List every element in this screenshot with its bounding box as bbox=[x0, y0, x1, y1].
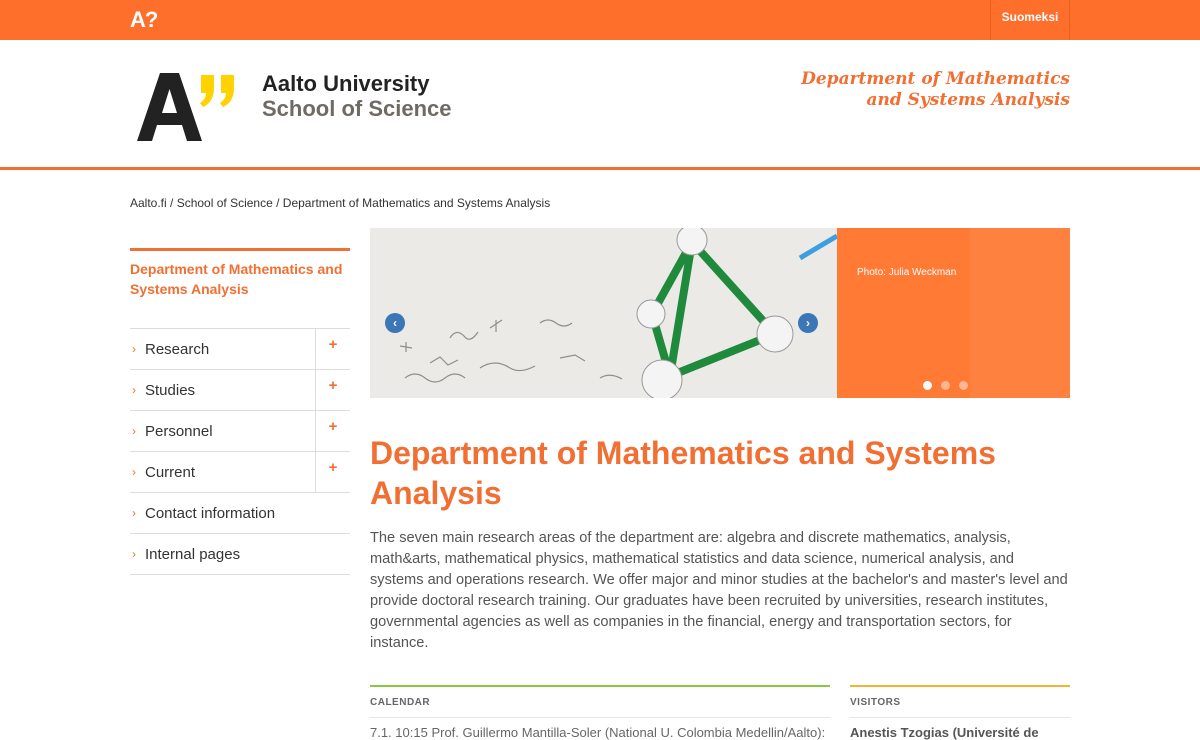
sidebar-item-label: Research bbox=[145, 341, 210, 358]
sidebar-item-label: Studies bbox=[145, 382, 196, 399]
calendar-heading: CALENDAR bbox=[370, 687, 830, 718]
photo-credit: Photo: Julia Weckman bbox=[857, 267, 957, 278]
visitors-heading: VISITORS bbox=[850, 687, 1070, 718]
slide-photo bbox=[370, 228, 837, 398]
sidebar-item-contact-information[interactable] bbox=[130, 493, 350, 534]
breadcrumb-aalto[interactable]: Aalto.fi bbox=[130, 196, 167, 210]
sidebar-item-label: Contact information bbox=[145, 505, 276, 522]
chevron-right-icon: › bbox=[132, 342, 136, 356]
slideshow-dots bbox=[923, 377, 977, 395]
sidebar-item-personnel[interactable] bbox=[130, 411, 350, 452]
geometric-model-photo-icon bbox=[370, 228, 837, 398]
calendar-entry[interactable]: 7.1. 10:15 Prof. Guillermo Mantilla-Soler (National U. Colombia Medellin/Aalto): bbox=[370, 725, 826, 740]
chevron-right-icon: › bbox=[132, 547, 136, 561]
visitor-entry[interactable]: Anestis Tzogias (Université de bbox=[850, 725, 1039, 740]
sidebar-item-label: Personnel bbox=[145, 423, 213, 440]
chevron-right-icon: › bbox=[132, 506, 136, 520]
breadcrumb-separator: / bbox=[166, 196, 177, 210]
sidebar-title[interactable]: Department of Mathematics and Systems Analysis bbox=[130, 261, 343, 297]
expand-plus-icon[interactable]: + bbox=[315, 452, 350, 492]
sidebar-menu bbox=[130, 328, 350, 575]
sidebar-item-label: Internal pages bbox=[145, 546, 241, 563]
chevron-right-icon: › bbox=[132, 383, 136, 397]
visitors-block bbox=[850, 685, 1070, 740]
aalto-logo-icon[interactable] bbox=[137, 73, 237, 141]
header-department-title[interactable] bbox=[801, 69, 1070, 111]
slideshow-next-button[interactable] bbox=[798, 313, 818, 333]
breadcrumb-school[interactable]: School of Science bbox=[176, 196, 273, 210]
site-header bbox=[0, 40, 1200, 170]
chevron-right-icon: › bbox=[132, 424, 136, 438]
expand-plus-icon[interactable]: + bbox=[315, 411, 350, 451]
top-bar bbox=[0, 0, 1200, 40]
sidebar-item-research[interactable] bbox=[130, 329, 350, 370]
breadcrumb bbox=[130, 196, 550, 210]
sidebar-item-internal-pages[interactable] bbox=[130, 534, 350, 575]
expand-plus-icon[interactable]: + bbox=[315, 370, 350, 410]
chevron-left-icon: ‹ bbox=[393, 316, 397, 330]
university-name[interactable]: Aalto University bbox=[262, 71, 430, 96]
intro-paragraph: The seven main research areas of the department are: algebra and discrete mathematics, analysis, math&arts, mathematical physics, mathematical statistics and data science, numerical analysis, and systems and operations research. We offer major and minor studies at the bachelor's and master's level and provide doctoral research training. Our graduates have been recruited by universities, research institutes, governmental agencies as well as companies in the financial, energy and transportation sectors, for instance. bbox=[370, 530, 1068, 651]
breadcrumb-department[interactable]: Department of Mathematics and Systems Analysis bbox=[282, 196, 551, 210]
calendar-block bbox=[370, 685, 830, 740]
sidebar-nav bbox=[130, 248, 350, 575]
language-switch-link[interactable]: Suomeksi bbox=[990, 0, 1070, 40]
sidebar-item-current[interactable] bbox=[130, 452, 350, 493]
slide-dot-2[interactable] bbox=[941, 381, 950, 390]
slideshow-prev-button[interactable] bbox=[385, 313, 405, 333]
slide-dot-1[interactable] bbox=[923, 381, 932, 390]
chevron-right-icon: › bbox=[806, 316, 810, 330]
header-department-line2: and Systems Analysis bbox=[866, 90, 1070, 110]
slide-dot-3[interactable] bbox=[959, 381, 968, 390]
page-title: Department of Mathematics and Systems Analysis bbox=[370, 435, 996, 511]
sidebar-item-studies[interactable] bbox=[130, 370, 350, 411]
aalto-top-logo[interactable]: A? bbox=[130, 7, 158, 32]
breadcrumb-separator: / bbox=[272, 196, 283, 210]
header-department-line1: Department of Mathematics bbox=[801, 69, 1070, 89]
sidebar-item-label: Current bbox=[145, 464, 196, 481]
slide-caption-panel bbox=[837, 228, 1070, 398]
chevron-right-icon: › bbox=[132, 465, 136, 479]
school-name[interactable]: School of Science bbox=[262, 96, 452, 121]
caption-shade bbox=[970, 228, 1070, 398]
expand-plus-icon[interactable]: + bbox=[315, 329, 350, 369]
hero-slideshow bbox=[370, 228, 1070, 398]
